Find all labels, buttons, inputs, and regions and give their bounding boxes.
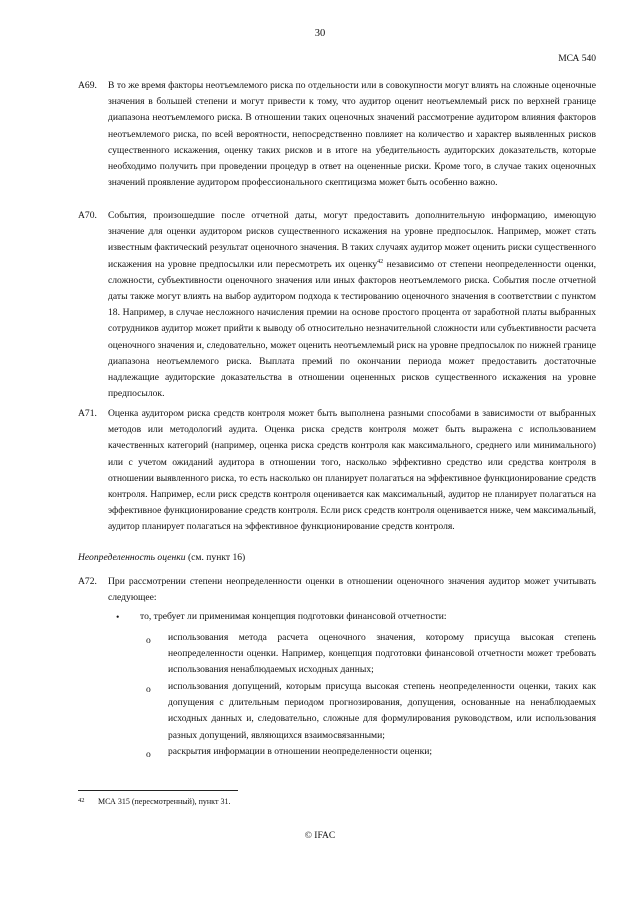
footnote-divider	[78, 790, 238, 791]
section-heading-ref: (см. пункт 16)	[185, 552, 246, 563]
paragraph-a72	[78, 574, 596, 606]
section-heading-italic: Неопределенность оценки	[78, 552, 186, 563]
bullet-item: то, требует ли применимая концепция подготовки финансовой отчетности:	[140, 611, 447, 622]
document-code: МСА 540	[558, 54, 596, 64]
sub-list-item: использования допущений, которым присуща высокая степень неопределенности оценки, таких как допущения с длительным периодом прогнозирования, допущения, основанные на ненаблюдаемых исходных данных и, следовательно, сложные для формулирования руководством, или использования разных допущений, являющихся взаимосвязанными;	[168, 681, 596, 741]
footnote-text: МСА 315 (пересмотренный), пункт 31.	[98, 797, 231, 806]
paragraph-text: Оценка аудитором риска средств контроля может быть выполнена разными способами в зависимости от выбранных методов или методологий аудита. Оценка риска средств контроля может быть выражена с использованием качественных категорий (например, оценка риска средств контроля как максимального, среднего или минимального) или с учетом ожиданий аудитора в отношении того, насколько эффективно средство или средства контроля в отношении выявленного риска, то есть насколько он планирует полагаться на эффективное функционирование средств контроля. Например, если риск средств контроля оценивается как максимальный, аудитор не планирует полагаться на эффективное функционирование средств контроля. Если риск средств контроля оценивается ниже, чем максимальный, аудитор планирует полагаться на эффективное функционирование средств контроля.	[108, 408, 596, 533]
sub-bullet-icon: o	[146, 684, 151, 695]
paragraph-a70	[78, 208, 596, 402]
bullet-icon: •	[116, 612, 120, 623]
sub-bullet-icon: o	[146, 635, 151, 646]
paragraph-text-part1: События, произошедшие после отчетной даты, могут предоставить дополнительную информацию, имеющую значение для оценки аудитором рисков существенного искажения на уровне предпосылок. Например, может стать известным фактический результат оценочного значения. В таких случаях аудитор может оценить риски существенного искажения на уровне предпосылки или пересмотреть их оценку	[108, 210, 596, 270]
paragraph-a71	[78, 406, 596, 536]
footnote	[78, 797, 230, 806]
sub-bullet-icon: o	[146, 749, 151, 760]
footnote-ref[interactable]: 42	[377, 258, 384, 265]
paragraph-text: В то же время факторы неотъемлемого риска по отдельности или в совокупности могут влиять на сложные оценочные значения в большей степени и могут привести к тому, что аудитор оценит неотъемлемый риск по верхней границе диапазона неотъемлемого риска. В отношении таких оценочных значений рассмотрение аудитором влияния факторов неотъемлемого риска, по всей вероятности, непосредственно повлияет на количество и характер выявленных рисков существенного искажения, оценку таких рисков и в итоге на убедительность аудиторских доказательств, которые необходимо получить при проведении процедур в ответ на оцененные риски. Кроме того, в случае таких оценочных значений проявление аудитором профессионального скептицизма может быть особенно важно.	[108, 80, 596, 189]
paragraph-text	[108, 208, 596, 402]
paragraph-number: A70.	[78, 210, 97, 221]
footnote-number: 42	[78, 797, 85, 804]
sub-list-item: раскрытия информации в отношении неопределенности оценки;	[168, 746, 433, 757]
sub-list-item: использования метода расчета оценочного значения, которому присуща высокая степень неопределенности оценки. Например, концепция подготовки финансовой отчетности может требовать использования ненаблюдаемых исходных данных;	[168, 632, 596, 676]
paragraph-number: A69.	[78, 80, 97, 91]
page-number: 30	[314, 28, 326, 39]
section-heading	[78, 552, 245, 563]
paragraph-number: A72.	[78, 576, 97, 587]
paragraph-number: A71.	[78, 408, 97, 419]
page-footer: © IFAC	[304, 831, 336, 841]
paragraph-a69	[78, 78, 596, 191]
paragraph-text: При рассмотрении степени неопределенности оценки в отношении оценочного значения аудитор может учитывать следующее:	[108, 576, 596, 604]
paragraph-text-part2: независимо от степени неопределенности оценки, сложности, субъективности оценочного значения или иных факторов неотъемлемого риска. События после отчетной даты также могут влиять на выбор аудитором подхода к тестированию оценочного значения в соответствии с пунктом 18. Например, в случае несложного начисления премии на основе простого процента от заработной платы выбранных сотрудников аудитор может прийти к выводу об относительно незначительной сложности или субъективности расчета оценочного значения и, следовательно, может оценить неотъемлемый риск на уровне предпосылок по нижней границе диапазона неотъемлемого риска. Выплата премий по окончании периода может предоставить достаточные надлежащие аудиторские доказательства в отношении оцененных рисков существенного искажения на уровне предпосылок.	[108, 258, 596, 400]
